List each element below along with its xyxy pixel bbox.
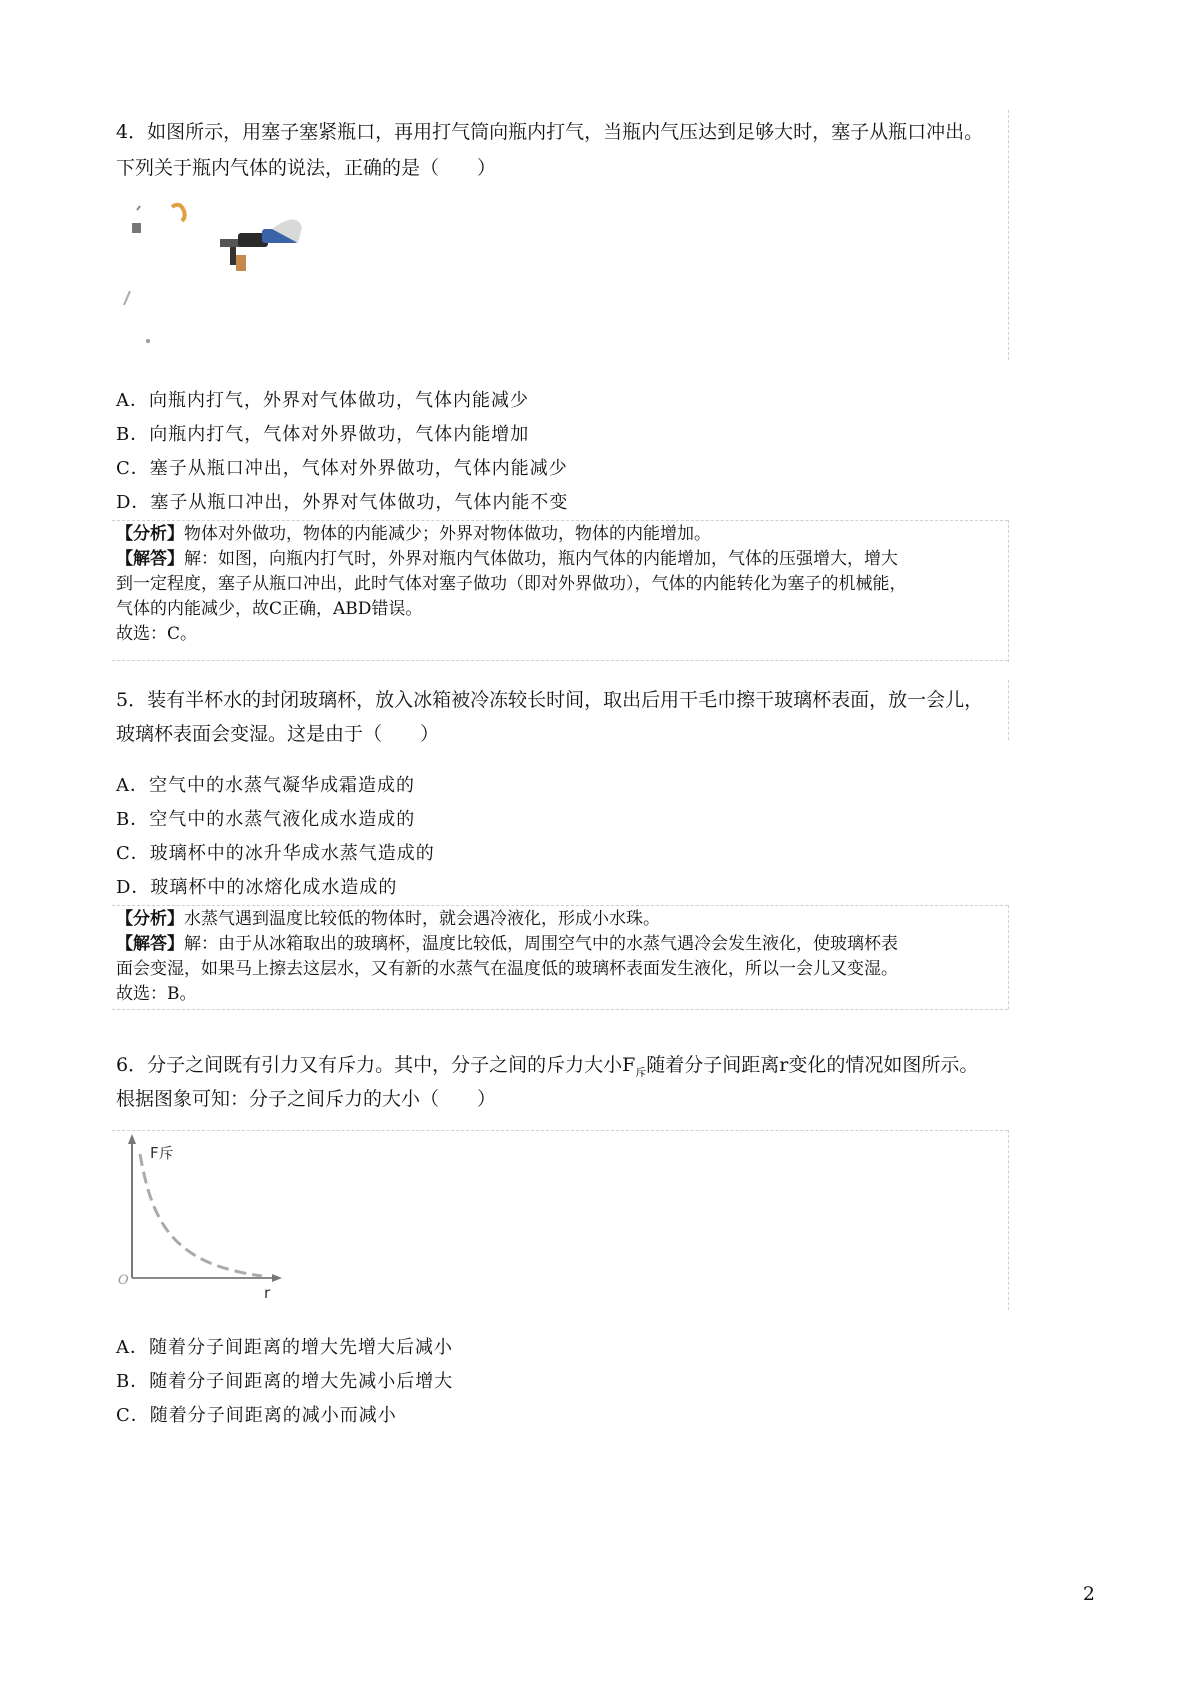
page-number: 2 xyxy=(1082,1583,1095,1605)
q6-option-c: C．随着分子间距离的减小而减小 xyxy=(116,1405,397,1426)
q5-option-c: C．玻璃杯中的冰升华成水蒸气造成的 xyxy=(116,843,435,864)
q6-option-a: A．随着分子间距离的增大先增大后减小 xyxy=(116,1337,453,1358)
graph-origin-label: O xyxy=(118,1273,129,1288)
q5-option-a: A．空气中的水蒸气凝华成霜造成的 xyxy=(116,775,415,796)
q4-solution-line2: 到一定程度，塞子从瓶口冲出，此时气体对塞子做功（即对外界做功），气体的内能转化为塞子的机械能， xyxy=(116,574,907,594)
q5-solution-line2: 面会变湿，如果马上擦去这层水，又有新的水蒸气在温度低的玻璃杯表面发生液化，所以一会儿又变湿。 xyxy=(116,959,898,979)
q5-stem-line1: 5．装有半杯水的封闭玻璃杯，放入冰箱被冷冻较长时间，取出后用干毛巾擦干玻璃杯表面，放一会儿， xyxy=(116,689,984,711)
q4-option-a: A．向瓶内打气，外界对气体做功，气体内能减少 xyxy=(116,390,529,411)
q5-option-d: D．玻璃杯中的冰熔化成水造成的 xyxy=(116,877,398,898)
q4-stem-line2: 下列关于瓶内气体的说法，正确的是（ ） xyxy=(116,157,497,179)
q4-stem-line1: 4．如图所示，用塞子塞紧瓶口，再用打气筒向瓶内打气，当瓶内气压达到足够大时，塞子从瓶口冲出。 xyxy=(116,121,984,143)
q4-option-b: B．向瓶内打气，气体对外界做功，气体内能增加 xyxy=(116,424,530,445)
q4-choice: 故选：C。 xyxy=(116,624,198,644)
q4-option-d: D．塞子从瓶口冲出，外界对气体做功，气体内能不变 xyxy=(116,492,569,513)
q4-solution-line3: 气体的内能减少，故C正确，ABD错误。 xyxy=(116,599,423,619)
bottle-pump-illustration xyxy=(112,195,312,355)
q4-option-c: C．塞子从瓶口冲出，气体对外界做功，气体内能减少 xyxy=(116,458,568,479)
q5-solution-line1: 【解答】解：由于从冰箱取出的玻璃杯，温度比较低，周围空气中的水蒸气遇冷会发生液化，使玻璃杯表 xyxy=(116,934,898,954)
graph-y-label: F斥 xyxy=(150,1144,174,1162)
q6-stem-line1: 6．分子之间既有引力又有斥力。其中，分子之间的斥力大小$F_斥$随着分子间距离r变化的情况如图所示。 xyxy=(116,1054,979,1079)
q5-choice: 故选：B。 xyxy=(116,984,197,1004)
q5-stem-line2: 玻璃杯表面会变湿。这是由于（ ） xyxy=(116,723,440,745)
q6-stem-line2: 根据图象可知：分子之间斥力的大小（ ） xyxy=(116,1088,497,1110)
q4-solution-line1: 【解答】解：如图，向瓶内打气时，外界对瓶内气体做功，瓶内气体的内能增加，气体的压强增大，增大 xyxy=(116,549,898,569)
q5-option-b: B．空气中的水蒸气液化成水造成的 xyxy=(116,809,416,830)
q4-analysis: 【分析】物体对外做功，物体的内能减少；外界对物体做功，物体的内能增加。 xyxy=(116,524,711,544)
graph-x-label: r xyxy=(264,1284,271,1302)
q5-analysis: 【分析】水蒸气遇到温度比较低的物体时，就会遇冷液化，形成小水珠。 xyxy=(116,909,660,929)
q6-option-b: B．随着分子间距离的增大先减小后增大 xyxy=(116,1371,454,1392)
repulsion-force-graph xyxy=(112,1132,312,1308)
